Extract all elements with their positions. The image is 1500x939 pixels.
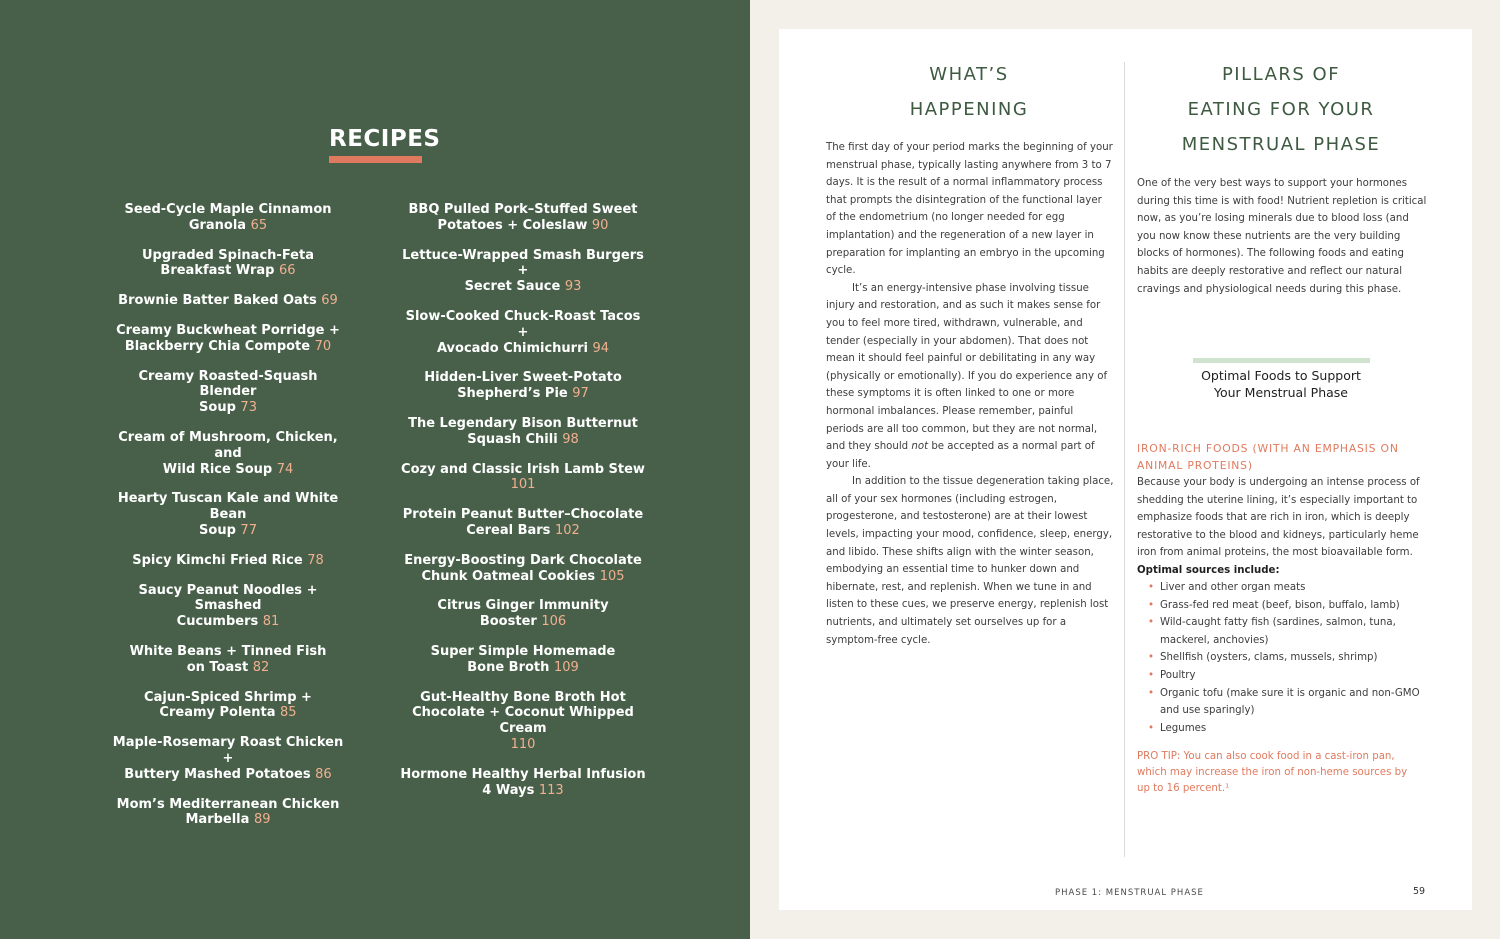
recipe-name-text: Secret Sauce [464, 279, 561, 295]
recipe-entry [108, 491, 348, 538]
pillars-intro: One of the very best ways to support your hormones during this time is with food! Nutrient repletion is critical now, as you’re losing minerals due to blood loss (and you now know these nutrients are the very building blocks of hormones). The following foods and eating habits are deeply restorative and reflect our natural cravings and physiological needs during this phase. [1137, 178, 1427, 295]
recipe-name-line: Mom’s Mediterranean Chicken [116, 796, 340, 812]
recipe-entry [108, 553, 348, 569]
recipe-name-line: White Beans + Tinned Fish [129, 643, 327, 659]
recipe-name-text: on Toast [186, 659, 249, 675]
recipe-name-line: Super Simple Homemade [430, 643, 616, 659]
recipe-name-line: Hormone Healthy Herbal Infusion [400, 766, 646, 782]
recipe-name-line: Creamy Roasted-Squash Blender [138, 368, 318, 400]
recipes-title: RECIPES [329, 126, 441, 152]
recipe-page-number: 94 [592, 340, 610, 356]
recipe-entry [108, 293, 348, 309]
paragraph: In addition to the tissue degeneration taking place, all of your sex hormones (including estrogen, progesterone, and testosterone) are at their lowest levels, impacting your mood, confidence, sleep, energy, and libido. These shifts align with the winter season, embodying an essential time to hunker down and hibernate, rest, and replenish. When we tune in and listen to these cues, we preserve energy, replenish lost nutrients, and ultimately set ourselves up for a symptom-free cycle. [826, 476, 1114, 646]
recipe-name-line: Lettuce-Wrapped Smash Burgers + [402, 247, 644, 279]
recipe-name-line [108, 293, 348, 309]
recipe-name-text: Buttery Mashed Potatoes [124, 766, 311, 782]
list-item: • Legumes [1148, 720, 1423, 738]
page-number: 59 [1413, 886, 1426, 897]
recipe-name-line [398, 218, 648, 234]
recipe-name-line [108, 218, 348, 234]
recipe-entry [398, 416, 648, 448]
recipe-page-number: 66 [279, 263, 296, 279]
recipe-entry [108, 797, 348, 829]
paragraph [826, 280, 1114, 474]
recipe-page-number: 113 [538, 782, 564, 798]
recipe-name-line: Gut-Healthy Bone Broth Hot [420, 689, 626, 705]
emphasis-text: not [911, 441, 929, 453]
recipe-name-line [108, 660, 348, 676]
recipe-page-number: 77 [240, 522, 257, 538]
recipe-name-line [398, 614, 648, 630]
paragraph-text: be accepted as a normal part of your life. [826, 441, 1095, 470]
recipe-name-text: Potatoes + Coleslaw [437, 217, 588, 233]
recipe-name-line: Energy-Boosting Dark Chocolate [404, 552, 642, 568]
recipe-entry [398, 462, 648, 494]
list-item: • Organic tofu (make sure it is organic and non-GMO and use sparingly) [1148, 685, 1423, 720]
recipe-name-line [108, 523, 348, 539]
recipes-column-1 [108, 202, 348, 828]
recipe-page-number: 106 [541, 614, 567, 630]
recipe-name-line: Slow-Cooked Chuck-Roast Tacos + [405, 308, 641, 340]
recipe-name-line [108, 812, 348, 828]
recipe-name-line [398, 386, 648, 402]
heading-line: Your Menstrual Phase [1214, 385, 1348, 400]
recipe-entry [398, 690, 648, 753]
recipe-name-line [108, 767, 348, 783]
recipe-name-line [398, 705, 648, 737]
recipe-name-text: Brownie Batter Baked Oats [118, 293, 317, 309]
list-item: • Poultry [1148, 667, 1423, 685]
recipe-name-line [108, 614, 348, 630]
recipe-name-text: Creamy Polenta [159, 705, 276, 721]
recipe-page-number: 82 [252, 659, 270, 675]
heading-line: HAPPENING [909, 99, 1029, 120]
recipe-name-line [108, 400, 348, 416]
recipe-page-number: 97 [572, 386, 589, 402]
recipe-name-line [398, 279, 648, 295]
recipe-name-text: Soup [199, 522, 236, 538]
recipe-entry [108, 248, 348, 280]
recipe-name-text: Squash Chili [467, 431, 558, 447]
paragraph: The first day of your period marks the beginning of your menstrual phase, typically lasting anywhere from 3 to 7 days. It is the result of a normal inflammatory process that prompts the disintegration of the functional layer of the endometrium (no longer needed for egg implantation) and the regeneration of a new layer in preparation for implanting an embryo in the upcoming cycle. [826, 142, 1113, 277]
recipe-name-text: Wild Rice Soup [162, 461, 273, 477]
recipe-name-line: Seed-Cycle Maple Cinnamon [124, 202, 332, 217]
recipe-name-line: Protein Peanut Butter–Chocolate [402, 507, 644, 523]
recipe-name-text: Bone Broth [467, 659, 550, 675]
section-accent-bar [1193, 358, 1370, 363]
iron-sources-list [1148, 579, 1423, 737]
recipe-entry [108, 735, 348, 782]
pillars-heading [1137, 57, 1425, 162]
list-item: • Shellfish (oysters, clams, mussels, shrimp) [1148, 649, 1423, 667]
recipe-page-number: 102 [554, 522, 580, 538]
recipe-name-text: Spicy Kimchi Fried Rice [132, 552, 303, 568]
recipe-name-text: Chocolate + Coconut Whipped Cream [412, 705, 634, 737]
bold-text: Optimal sources include: [1137, 564, 1280, 576]
recipe-name-line: Saucy Peanut Noodles + Smashed [138, 582, 318, 614]
list-item: • Grass-fed red meat (beef, bison, buffalo, lamb) [1148, 597, 1423, 615]
running-footer: PHASE 1: MENSTRUAL PHASE [1055, 888, 1204, 898]
recipe-name-line: Cream of Mushroom, Chicken, and [118, 429, 338, 461]
paragraph-text: Because your body is undergoing an intense process of shedding the uterine lining, it’s especially important to emphasize foods that are rich in iron, which is deeply restorative to the blood and kidneys, particularly heme iron from animal proteins, the most bioavailable form. [1137, 477, 1420, 559]
recipe-page-number: 65 [250, 217, 268, 233]
recipe-name-line [398, 660, 648, 676]
recipe-page-number: 89 [253, 812, 271, 828]
recipe-page-number: 74 [276, 461, 294, 477]
recipe-page-number: 109 [553, 659, 579, 675]
recipe-entry [398, 598, 648, 630]
recipe-page-number: 81 [262, 614, 280, 630]
recipe-name-text: Cereal Bars [466, 522, 551, 538]
recipe-name-text: Soup [199, 400, 236, 416]
recipe-page-number: 105 [599, 568, 625, 584]
recipe-name-line: Maple-Rosemary Roast Chicken + [112, 735, 344, 766]
recipe-name-line [108, 462, 348, 478]
recipe-name-line: Creamy Buckwheat Porridge + [116, 322, 340, 338]
recipe-entry [108, 323, 348, 355]
column-divider [1124, 62, 1125, 857]
recipe-entry [398, 644, 648, 676]
recipe-entry [398, 202, 648, 234]
recipe-name-text: 4 Ways [482, 782, 535, 798]
recipe-entry [398, 309, 648, 356]
recipe-page-number: 85 [280, 705, 297, 721]
recipe-entry [108, 430, 348, 477]
recipe-page-number: 101 [510, 477, 536, 493]
recipe-name-text: Cozy and Classic Irish Lamb Stew [401, 461, 645, 477]
recipe-name-text: Chunk Oatmeal Cookies [421, 568, 596, 584]
recipe-name-text: Booster [479, 614, 537, 630]
recipe-name-line [108, 553, 348, 569]
heading-line: Optimal Foods to Support [1201, 368, 1361, 383]
recipe-page-number: 93 [564, 279, 582, 295]
recipes-underline [329, 156, 422, 163]
recipe-name-line: Citrus Ginger Immunity [437, 598, 609, 614]
recipe-name-line [398, 462, 648, 494]
recipes-column-2 [398, 202, 648, 798]
recipe-page-number: 86 [315, 766, 332, 782]
recipe-name-line: Cajun-Spiced Shrimp + [144, 689, 312, 705]
recipe-entry [398, 767, 648, 799]
recipe-page-number: 110 [510, 736, 536, 752]
recipe-entry [398, 553, 648, 585]
recipe-name-line: Hidden-Liver Sweet-Potato [424, 370, 622, 386]
recipe-name-text: Blackberry Chia Compote [124, 338, 311, 354]
iron-rich-heading: IRON-RICH FOODS (WITH AN EMPHASIS ON ANIMAL PROTEINS) [1137, 442, 1399, 472]
recipe-entry [108, 644, 348, 676]
recipe-name-line [108, 705, 348, 721]
recipe-page-number: 70 [314, 338, 332, 354]
recipe-name-line [108, 263, 348, 279]
recipe-name-line [108, 339, 348, 355]
recipe-name-line: Upgraded Spinach-Feta [142, 247, 314, 263]
pro-tip: PRO TIP: You can also cook food in a cast-iron pan, which may increase the iron of non-heme sources by up to 16 percent.¹ [1137, 751, 1408, 794]
list-item: • Wild-caught fatty fish (sardines, salmon, tuna, mackerel, anchovies) [1148, 614, 1423, 649]
recipe-entry [108, 583, 348, 630]
recipe-name-line [398, 569, 648, 585]
iron-rich-text [1137, 474, 1429, 580]
recipe-name-line [398, 783, 648, 799]
paragraph-text: It’s an energy-intensive phase involving tissue injury and restoration, and as such it makes sense for you to feel more tired, withdrawn, vulnerable, and tender (especially in your abdomen). That does not mean it should feel painful or debilitating in any way (physically or emotionally). If you do experience any of these symptoms it is often linked to one or more hormonal imbalances. Please remember, painful periods are all too common, but they are not normal, and they should [826, 282, 1108, 453]
recipe-page-number: 69 [321, 293, 338, 309]
recipe-page-number: 98 [562, 431, 579, 447]
recipe-name-line: Hearty Tuscan Kale and White Bean [117, 491, 339, 523]
recipe-entry [108, 369, 348, 416]
heading-line: WHAT’S [929, 64, 1009, 85]
recipe-entry [398, 248, 648, 295]
optimal-foods-heading [1160, 367, 1402, 401]
recipe-entry [108, 690, 348, 722]
recipe-name-text: Avocado Chimichurri [436, 340, 588, 356]
recipe-name-line [398, 432, 648, 448]
recipe-page-number: 90 [591, 217, 609, 233]
recipe-page-number: 78 [307, 552, 324, 568]
recipe-name-text: Breakfast Wrap [160, 263, 275, 279]
heading-line: EATING FOR YOUR [1187, 99, 1375, 120]
whats-happening-body [826, 139, 1114, 649]
recipe-name-line: The Legendary Bison Butternut [408, 415, 638, 431]
recipe-name-text: Shepherd’s Pie [457, 386, 568, 402]
heading-line: MENSTRUAL PHASE [1181, 134, 1381, 155]
heading-line: PILLARS OF [1221, 64, 1341, 85]
recipe-name-text: Marbella [185, 812, 250, 828]
recipe-name-line [398, 523, 648, 539]
list-item: • Liver and other organ meats [1148, 579, 1423, 597]
recipe-name-line: BBQ Pulled Pork–Stuffed Sweet [408, 202, 638, 217]
recipe-name-line [398, 341, 648, 357]
recipe-entry [398, 370, 648, 402]
recipe-entry [108, 202, 348, 234]
recipe-name-text: Cucumbers [176, 614, 259, 630]
recipe-entry [398, 507, 648, 539]
recipe-page-number: 73 [240, 400, 257, 416]
whats-happening-heading [826, 57, 1112, 127]
recipe-name-text: Granola [188, 217, 247, 233]
